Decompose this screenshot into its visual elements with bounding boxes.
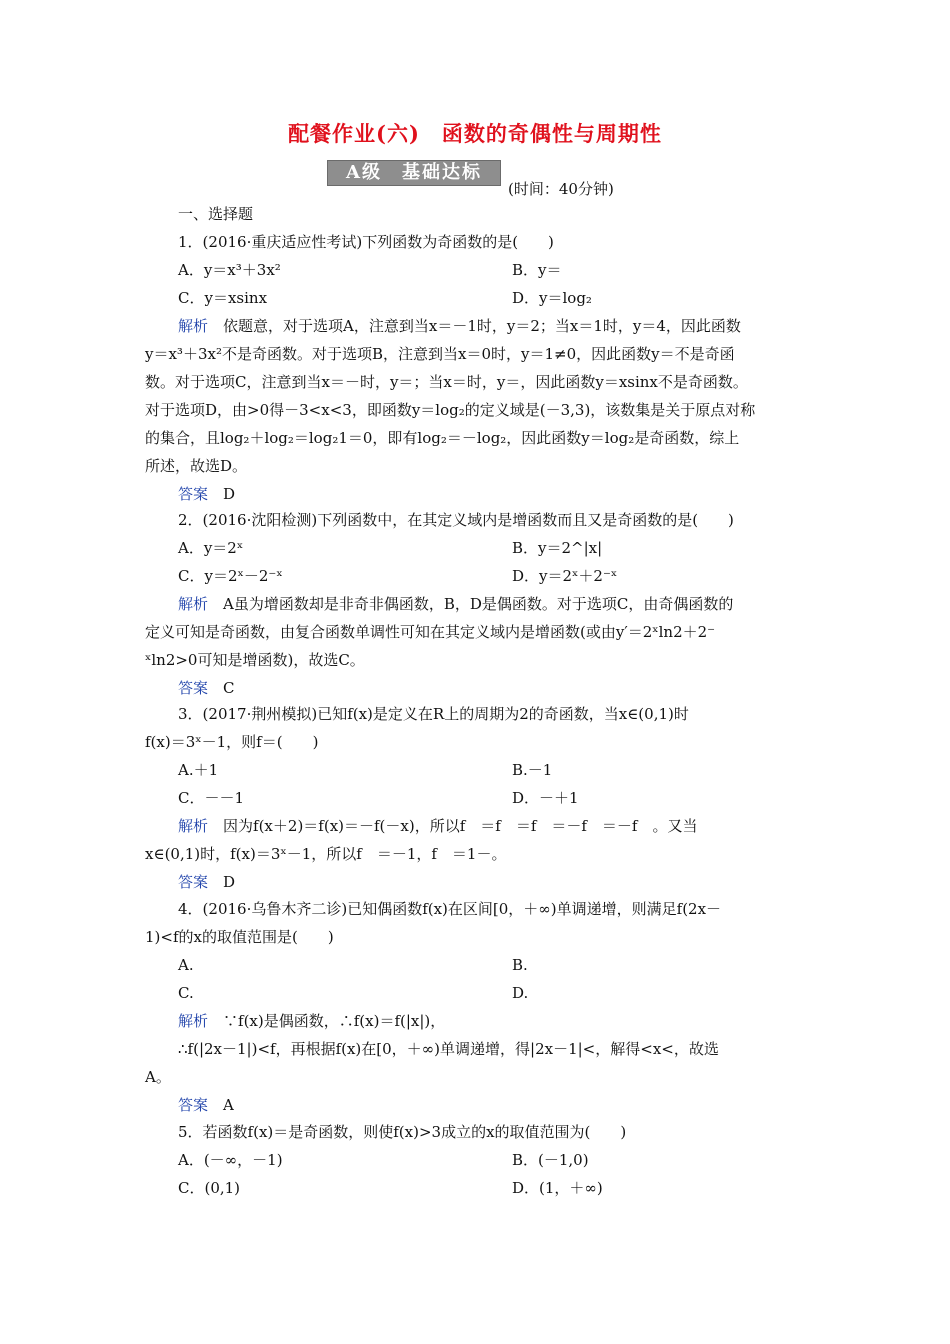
q5-stem: 5．若函数f(x)＝是奇函数，则使f(x)>3成立的x的取值范围为( )	[178, 1123, 627, 1141]
q3-option-d: D．－＋1	[512, 789, 579, 807]
q1-explanation-line: 所述，故选D。	[145, 457, 248, 475]
q1-explanation-line: y＝x³＋3x²不是奇函数。对于选项B，注意到当x＝0时，y＝1≠0，因此函数y＝不是奇函	[145, 345, 735, 363]
q2-option-a: A．y＝2ˣ	[178, 539, 244, 557]
q3-stem: 3．(2017·荆州模拟)已知f(x)是定义在R上的周期为2的奇函数，当x∈(0,1)时	[178, 705, 689, 723]
time-note: (时间：40分钟)	[508, 180, 614, 198]
q1-explanation-line: 对于选项D，由>0得－3<x<3，即函数y＝log₂的定义域是(－3,3)，该数集是关于原点对称	[145, 401, 756, 419]
q3-option-a: A.＋1	[178, 761, 219, 779]
analysis-label: 解析	[178, 317, 209, 335]
q5-option-c: C．(0,1)	[178, 1179, 241, 1197]
q4-explanation-line: ∴f(|2x－1|)<f，再根据f(x)在[0，＋∞)单调递增，得|2x－1|<，解得<x<，故选	[178, 1040, 719, 1058]
q4-explanation-line: 解析 ∵f(x)是偶函数，∴f(x)＝f(|x|)，	[178, 1012, 446, 1030]
q1-option-b: B．y＝	[512, 261, 562, 279]
q1-option-a: A．y＝x³＋3x²	[178, 261, 281, 279]
q2-stem: 2．(2016·沈阳检测)下列函数中，在其定义域内是增函数而且又是奇函数的是( )	[178, 511, 734, 529]
q1-option-d: D．y＝log₂	[512, 289, 592, 307]
q4-explanation-line: A。	[145, 1068, 171, 1086]
q1-answer: 答案 D	[178, 485, 236, 503]
q2-option-d: D．y＝2ˣ＋2⁻ˣ	[512, 567, 618, 585]
q4-option-d: D.	[512, 984, 529, 1002]
q4-option-b: B.	[512, 956, 528, 974]
level-badge: A级 基础达标	[327, 160, 501, 186]
q4-stem: 4．(2016·乌鲁木齐二诊)已知偶函数f(x)在区间[0，＋∞)单调递增，则满足f(2x－	[178, 900, 722, 918]
q4-answer: 答案 A	[178, 1096, 234, 1114]
q5-option-a: A．(－∞，－1)	[178, 1151, 283, 1169]
q1-stem: 1．(2016·重庆适应性考试)下列函数为奇函数的是( )	[178, 233, 554, 251]
q2-explanation-line: 定义可知是奇函数，由复合函数单调性可知在其定义域内是增函数(或由y′＝2ˣln2＋2⁻	[145, 623, 716, 641]
q3-explanation-line: x∈(0,1)时，f(x)＝3ˣ－1，所以f ＝－1，f ＝1－。	[145, 845, 507, 863]
page-title: 配餐作业(六) 函数的奇偶性与周期性	[288, 121, 662, 146]
q1-explanation-line: 数。对于选项C，注意到当x＝－时，y＝；当x＝时，y＝，因此函数y＝xsinx不是奇函数。	[145, 373, 748, 391]
q2-option-c: C．y＝2ˣ－2⁻ˣ	[178, 567, 283, 585]
q2-explanation-line: ˣln2>0可知是增函数)，故选C。	[145, 651, 365, 669]
q1-option-c: C．y＝xsinx	[178, 289, 268, 307]
q2-explanation-line: 解析 A虽为增函数却是非奇非偶函数，B，D是偶函数。对于选项C，由奇偶函数的	[178, 595, 734, 613]
q3-stem: f(x)＝3ˣ－1，则f＝( )	[145, 733, 319, 751]
q2-option-b: B．y＝2^|x|	[512, 539, 603, 557]
q1-explanation-line: 的集合，且log₂＋log₂＝log₂1＝0，即有log₂＝－log₂，因此函数y＝log₂是奇函数，综上	[145, 429, 740, 447]
q4-option-c: C.	[178, 984, 194, 1002]
q3-option-c: C．－－1	[178, 789, 245, 807]
section-heading: 一、选择题	[178, 205, 254, 223]
q4-option-a: A.	[178, 956, 194, 974]
q3-explanation-line: 解析 因为f(x＋2)＝f(x)＝－f(－x)，所以f ＝f ＝f ＝－f ＝－f 。又当	[178, 817, 698, 835]
q1-explanation-line: 解析 依题意，对于选项A，注意到当x＝－1时，y＝2；当x＝1时，y＝4，因此函数	[178, 317, 741, 335]
q4-stem: 1)<f的x的取值范围是( )	[145, 928, 334, 946]
q3-answer: 答案 D	[178, 873, 236, 891]
q2-answer: 答案 C	[178, 679, 235, 697]
q3-option-b: B.－1	[512, 761, 553, 779]
q5-option-d: D．(1，＋∞)	[512, 1179, 603, 1197]
q5-option-b: B．(－1,0)	[512, 1151, 589, 1169]
